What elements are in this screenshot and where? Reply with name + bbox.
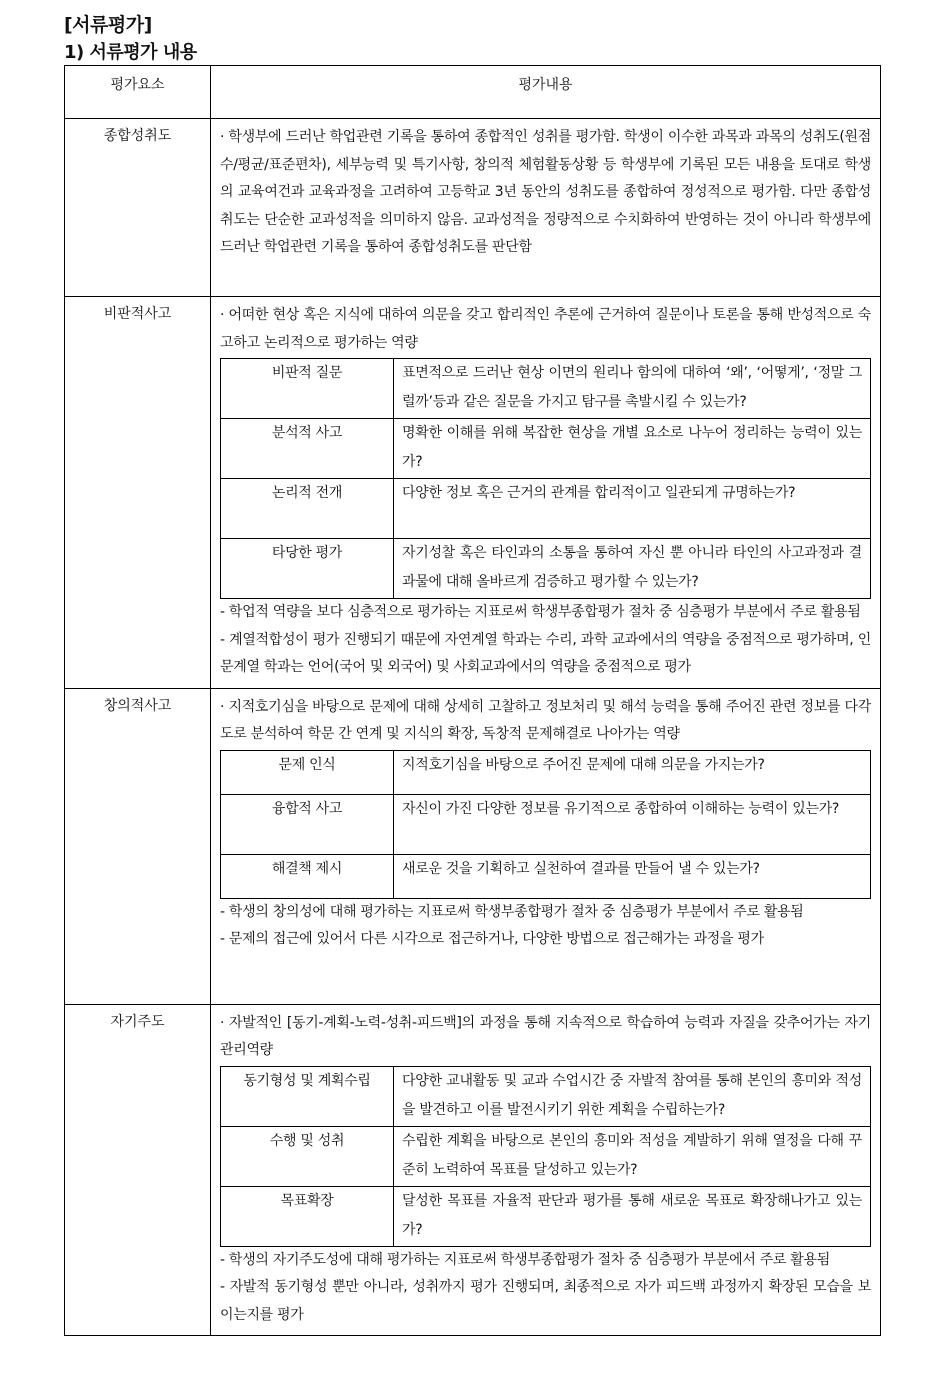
sub-desc: 달성한 목표를 자율적 판단과 평가를 통해 새로운 목표로 확장해나가고 있는가? — [394, 1186, 871, 1246]
sub-row — [221, 359, 871, 419]
element-content — [211, 688, 881, 1004]
sub-row — [221, 419, 871, 479]
sub-row — [221, 794, 871, 854]
intro-text: · 어떠한 현상 혹은 지식에 대하여 의문을 갖고 합리적인 추론에 근거하여 질문이나 토론을 통해 반성적으로 숙고하고 논리적으로 평가하는 역량 — [220, 307, 871, 351]
sub-criteria-table — [220, 1066, 871, 1247]
sub-row — [221, 1066, 871, 1126]
sub-criteria-table — [220, 750, 871, 899]
sub-row — [221, 750, 871, 794]
note-text: - 학업적 역량을 보다 심층적으로 평가하는 지표로써 학생부종합평가 절차 중 심층평가 부분에서 주로 활용됨 — [220, 604, 861, 620]
sub-row — [221, 1186, 871, 1246]
sub-name: 융합적 사고 — [221, 794, 394, 854]
sub-desc: 다양한 교내활동 및 교과 수업시간 중 자발적 참여를 통해 본인의 흥미와 적성을 발견하고 이를 발전시키기 위한 계획을 수립하는가? — [394, 1066, 871, 1126]
sub-desc: 다양한 정보 혹은 근거의 관계를 합리적이고 일관되게 규명하는가? — [394, 479, 871, 539]
table-header-row — [65, 66, 881, 119]
intro-text: · 지적호기심을 바탕으로 문제에 대해 상세히 고찰하고 정보처리 및 해석 능력을 통해 주어진 관련 정보를 다각도로 분석하여 학문 간 연계 및 지식의 확장, 독창적 문제해결로 나아가는 역량 — [220, 698, 871, 742]
note-text: - 학생의 창의성에 대해 평가하는 지표로써 학생부종합평가 절차 중 심층평가 부분에서 주로 활용됨 — [220, 903, 804, 920]
sub-desc: 자신이 가진 다양한 정보를 유기적으로 종합하여 이해하는 능력이 있는가? — [394, 794, 871, 854]
sub-desc: 표면적으로 드러난 현상 이면의 원리나 함의에 대하여 ‘왜’, ‘어떻게’, ‘정말 그럴까’등과 같은 질문을 가지고 탐구를 촉발시킬 수 있는가? — [394, 359, 871, 419]
sub-name: 비판적 질문 — [221, 359, 394, 419]
sub-name: 분석적 사고 — [221, 419, 394, 479]
note-text: - 학생의 자기주도성에 대해 평가하는 지표로써 학생부종합평가 절차 중 심층평가 부분에서 주로 활용됨 — [220, 1251, 830, 1268]
note-text: - 계열적합성이 평가 진행되기 때문에 자연계열 학과는 수리, 과학 교과에서의 역량을 중점적으로 평가하며, 인문계열 학과는 언어(국어 및 외국어) 및 사회교과에서의 역량을 중점적으로 평가 — [220, 631, 871, 675]
header-element: 평가요소 — [65, 66, 211, 119]
sub-name: 동기형성 및 계획수립 — [221, 1066, 394, 1126]
note-text: - 자발적 동기형성 뿐만 아니라, 성취까지 평가 진행되며, 최종적으로 자가 피드백 과정까지 확장된 모습을 보이는지를 평가 — [220, 1279, 871, 1323]
sub-desc: 수립한 계획을 바탕으로 본인의 흥미와 적성을 계발하기 위해 열정을 다해 꾸준히 노력하여 목표를 달성하고 있는가? — [394, 1126, 871, 1186]
sub-row — [221, 479, 871, 539]
sub-name: 해결책 제시 — [221, 854, 394, 898]
sub-name: 논리적 전개 — [221, 479, 394, 539]
element-label: 종합성취도 — [65, 119, 211, 297]
sub-row — [221, 539, 871, 599]
section-title: 1) 서류평가 내용 — [64, 42, 197, 63]
element-label: 비판적사고 — [65, 297, 211, 689]
intro-text: · 자발적인 [동기-계획-노력-성취-피드백]의 과정을 통해 지속적으로 학습하여 능력과 자질을 갖추어가는 자기관리역량 — [220, 1014, 871, 1058]
element-content — [211, 297, 881, 689]
element-content — [211, 119, 881, 297]
evaluation-table — [64, 65, 881, 1336]
page-title: [서류평가] — [64, 14, 152, 36]
sub-name: 목표확장 — [221, 1186, 394, 1246]
sub-desc: 지적호기심을 바탕으로 주어진 문제에 대해 의문을 가지는가? — [394, 750, 871, 794]
table-row — [65, 688, 881, 1004]
sub-name: 문제 인식 — [221, 750, 394, 794]
sub-row — [221, 1126, 871, 1186]
element-content — [211, 1004, 881, 1336]
sub-row — [221, 854, 871, 898]
sub-name: 타당한 평가 — [221, 539, 394, 599]
sub-desc: 자기성찰 혹은 타인과의 소통을 통하여 자신 뿐 아니라 타인의 사고과정과 결과물에 대해 올바르게 검증하고 평가할 수 있는가? — [394, 539, 871, 599]
note-text: - 문제의 접근에 있어서 다른 시각으로 접근하거나, 다양한 방법으로 접근해가는 과정을 평가 — [220, 931, 764, 947]
sub-desc: 새로운 것을 기획하고 실천하여 결과를 만들어 낼 수 있는가? — [394, 854, 871, 898]
sub-criteria-table — [220, 358, 871, 599]
table-row — [65, 119, 881, 297]
intro-text: · 학생부에 드러난 학업관련 기록을 통하여 종합적인 성취를 평가함. 학생이 이수한 과목과 과목의 성취도(원점수/평균/표준편차), 세부능력 및 특기사항, 창의적 체험활동상황 등 학생부에 기록된 모든 내용을 토대로 학생의 교육여건과 교육과정을 고려하여 고등학교 3년 동안의 성취도를 종합하여 정성적으로 평가함. 다만 종합성취도는 단순한 교과성적을 의미하지 않음. 교과성적을 정량적으로 수치화하여 반영하는 것이 아니라 학생부에 드러난 학업관련 기록을 통하여 종합성취도를 판단함 — [220, 129, 871, 255]
element-label: 자기주도 — [65, 1004, 211, 1336]
header-content: 평가내용 — [211, 66, 881, 119]
table-row — [65, 297, 881, 689]
element-label: 창의적사고 — [65, 688, 211, 1004]
sub-desc: 명확한 이해를 위해 복잡한 현상을 개별 요소로 나누어 정리하는 능력이 있는가? — [394, 419, 871, 479]
table-row — [65, 1004, 881, 1336]
sub-name: 수행 및 성취 — [221, 1126, 394, 1186]
